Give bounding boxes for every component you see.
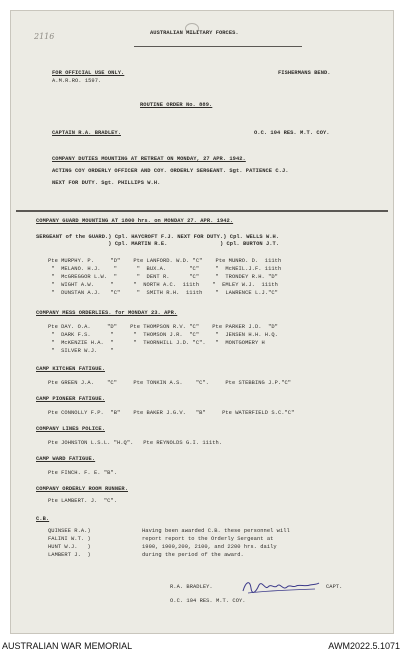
kitchen-heading: CAMP KITCHEN FATIGUE. <box>36 366 105 372</box>
duties-next: NEXT FOR DUTY. Sgt. PHILLIPS W.H. <box>52 180 161 186</box>
cb-name: QUINSEE R.A.) <box>48 528 91 534</box>
guard-row: " DUNSTAN A.J. "C" " SMITH R.H. 111th " LAWRENCE L.J."C" <box>48 290 278 296</box>
duties-heading: COMPANY DUTIES MOUNTING AT RETREAT ON MONDAY, 27 APR. 1942. <box>52 156 246 162</box>
official-use: FOR OFFICIAL USE ONLY. <box>52 70 125 76</box>
location: FISHERMANS BEND. <box>278 70 331 76</box>
mess-heading: COMPANY MESS ORDERLIES. for MONDAY 23. APR. <box>36 310 178 316</box>
cb-text: during the period of the award. <box>142 552 244 558</box>
handwritten-number: 2116 <box>34 32 55 41</box>
cb-name: HUNT W.J. ) <box>48 544 91 550</box>
title-rule <box>134 46 302 47</box>
cb-text: report report to the Orderly Sergeant at <box>142 536 274 542</box>
forces-title: AUSTRALIAN MILITARY FORCES. <box>150 30 239 36</box>
lines-row: Pte JOHNSTON L.S.L. "H.Q". Pte REYNOLDS G.I. 111th. <box>48 440 223 446</box>
kitchen-row: Pte GREEN J.A. "C" Pte TONKIN A.S. "C". Pte STEBBING J.P."C" <box>48 380 292 386</box>
mess-row: Pte DAY. O.A. "D" Pte THOMPSON R.V. "C" Pte PARKER J.D. "D" <box>48 324 278 330</box>
routine-order: ROUTINE ORDER No. 889. <box>140 102 213 108</box>
ward-heading: CAMP WARD FATIGUE. <box>36 456 96 462</box>
cb-name: FALINI W.T. ) <box>48 536 91 542</box>
document-page <box>10 10 394 634</box>
pioneer-heading: CAMP PIONEER FATIGUE. <box>36 396 105 402</box>
cb-text: Having been awarded C.B. these personnel will <box>142 528 290 534</box>
section-rule <box>16 210 388 212</box>
mess-row: " McKENZIE H.A. " " THORNHILL J.D. "C". " MONTGOMERY H <box>48 340 265 346</box>
signer-unit: O.C. 104 RES. M.T. COY. <box>170 598 246 604</box>
pioneer-row: Pte CONNOLLY F.P. "B" Pte BAKER J.G.V. "B" Pte WATERFIELD S.C."C" <box>48 410 295 416</box>
signature <box>240 578 322 596</box>
captain-name: CAPTAIN R.A. BRADLEY. <box>52 130 121 136</box>
runner-row: Pte LAMBERT. J. "C". <box>48 498 117 504</box>
guard-heading: COMPANY GUARD MOUNTING AT 1800 hrs. on MONDAY 27. APR. 1942. <box>36 218 234 224</box>
guard-sergeant-2: ) Cpl. MARTIN R.E. ) Cpl. BURTON J.T. <box>36 241 280 247</box>
guard-row: Pte MURPHY. P. "D" Pte LANFORD. W.D. "C" Pte MUNRO. D. 111th <box>48 258 282 264</box>
cb-name: LAMBERT J. ) <box>48 552 91 558</box>
runner-heading: COMPANY ORDERLY ROOM RUNNER. <box>36 486 128 492</box>
cb-heading: C.B. <box>36 516 50 522</box>
unit-code: A.M.R.RO. 1597. <box>52 78 102 84</box>
archive-name: AUSTRALIAN WAR MEMORIAL <box>2 641 133 651</box>
mess-row: " SILVER W.J. " <box>48 348 114 354</box>
mess-row: " DARK F.S. " " THOMSON J.R. "C" " JENSEN H.H. H.Q. <box>48 332 278 338</box>
guard-row: " WIGHT A.W. " " NORTH A.C. 111th " EMLEY W.J. 111th <box>48 282 278 288</box>
guard-row: " MELANO. H.J. " " BUX.A. "C" " McNEIL.J.F. 111th <box>48 266 282 272</box>
ward-row: Pte FINCH. F. E. "B". <box>48 470 117 476</box>
archive-id: AWM2022.5.1071 <box>328 641 400 651</box>
archive-footer <box>0 640 404 653</box>
signer-name: R.A. BRADLEY. <box>170 584 213 590</box>
guard-row: " McGREGGOR L.W. " " DENT R. "C" " TRONDEY R.H. "D" <box>48 274 278 280</box>
duties-acting: ACTING COY ORDERLY OFFICER AND COY. ORDERLY SERGEANT. Sgt. PATIENCE C.J. <box>52 168 289 174</box>
cb-text: 1900, 1900,200, 2100, and 2200 hrs. daily <box>142 544 277 550</box>
signer-rank: CAPT. <box>326 584 343 590</box>
lines-heading: COMPANY LINES POLICE. <box>36 426 105 432</box>
oc-unit: O.C. 104 RES. M.T. COY. <box>254 130 330 136</box>
guard-sergeant: SERGEANT of the GUARD.) Cpl. HAYCROFT F.J. NEXT FOR DUTY.) Cpl. WELLS W.H. <box>36 234 280 240</box>
